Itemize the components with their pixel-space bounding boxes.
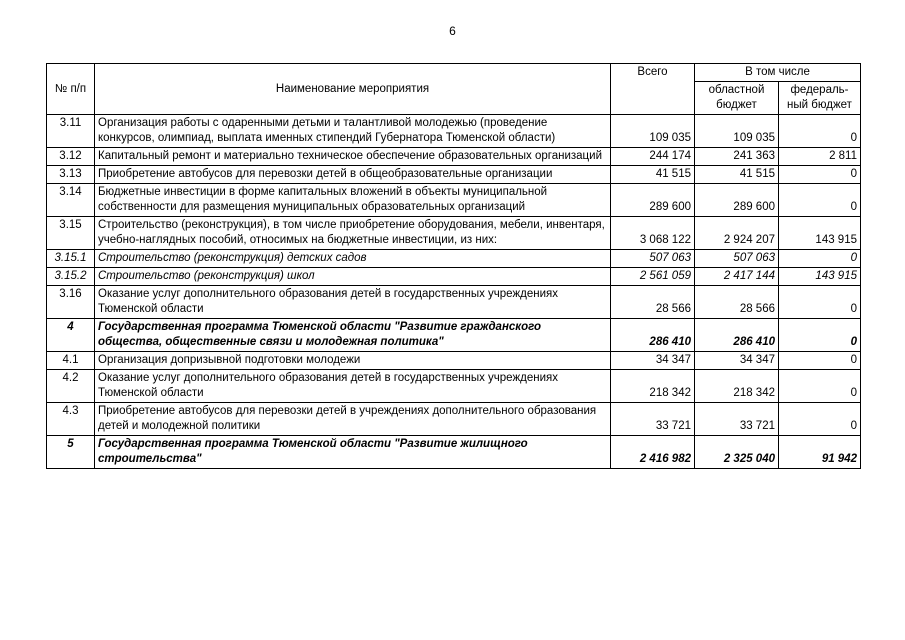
row-total: 34 347 xyxy=(611,352,695,370)
row-federal: 2 811 xyxy=(779,148,861,166)
row-total: 244 174 xyxy=(611,148,695,166)
row-name: Приобретение автобусов для перевозки детей в общеобразовательные организации xyxy=(95,166,611,184)
header-total: Всего xyxy=(611,64,695,115)
row-name: Приобретение автобусов для перевозки детей в учреждениях дополнительного образования детей и молодежной политики xyxy=(95,403,611,436)
row-number: 3.12 xyxy=(47,148,95,166)
row-number: 3.15.2 xyxy=(47,268,95,286)
row-regional: 507 063 xyxy=(695,250,779,268)
row-total: 109 035 xyxy=(611,115,695,148)
row-total: 41 515 xyxy=(611,166,695,184)
row-number: 5 xyxy=(47,436,95,469)
row-regional: 286 410 xyxy=(695,319,779,352)
budget-table xyxy=(46,63,861,469)
table-row xyxy=(47,403,861,436)
table-row xyxy=(47,268,861,286)
header-num: № п/п xyxy=(47,64,95,115)
row-name: Государственная программа Тюменской области "Развитие жилищного строительства" xyxy=(95,436,611,469)
row-name: Оказание услуг дополнительного образования детей в государственных учреждениях Тюменской области xyxy=(95,370,611,403)
row-number: 3.13 xyxy=(47,166,95,184)
row-name: Бюджетные инвестиции в форме капитальных вложений в объекты муниципальной собственности для размещения муниципальных образовательных организаций xyxy=(95,184,611,217)
row-regional: 2 924 207 xyxy=(695,217,779,250)
row-regional: 289 600 xyxy=(695,184,779,217)
row-federal: 0 xyxy=(779,319,861,352)
row-regional: 2 325 040 xyxy=(695,436,779,469)
header-group: В том числе xyxy=(695,64,861,82)
row-total: 286 410 xyxy=(611,319,695,352)
row-name: Капитальный ремонт и материально техническое обеспечение образовательных организаций xyxy=(95,148,611,166)
row-total: 289 600 xyxy=(611,184,695,217)
row-federal: 0 xyxy=(779,370,861,403)
row-number: 3.11 xyxy=(47,115,95,148)
table-row xyxy=(47,370,861,403)
row-total: 2 416 982 xyxy=(611,436,695,469)
row-total: 507 063 xyxy=(611,250,695,268)
row-regional: 33 721 xyxy=(695,403,779,436)
table-row xyxy=(47,250,861,268)
row-name: Государственная программа Тюменской области "Развитие гражданского общества, общественные связи и молодежная политика" xyxy=(95,319,611,352)
row-total: 33 721 xyxy=(611,403,695,436)
row-federal: 91 942 xyxy=(779,436,861,469)
table-row xyxy=(47,115,861,148)
row-federal: 0 xyxy=(779,352,861,370)
header-federal: федераль-ный бюджет xyxy=(779,82,861,115)
row-federal: 0 xyxy=(779,286,861,319)
row-federal: 0 xyxy=(779,403,861,436)
header-name: Наименование мероприятия xyxy=(95,64,611,115)
row-name: Оказание услуг дополнительного образования детей в государственных учреждениях Тюменской области xyxy=(95,286,611,319)
row-regional: 28 566 xyxy=(695,286,779,319)
row-number: 4.2 xyxy=(47,370,95,403)
table-row xyxy=(47,319,861,352)
header-regional: областной бюджет xyxy=(695,82,779,115)
page-number: 6 xyxy=(449,24,456,38)
row-name: Строительство (реконструкция) детских садов xyxy=(95,250,611,268)
row-federal: 0 xyxy=(779,166,861,184)
row-number: 3.14 xyxy=(47,184,95,217)
row-regional: 34 347 xyxy=(695,352,779,370)
row-federal: 0 xyxy=(779,250,861,268)
row-name: Организация работы с одаренными детьми и талантливой молодежью (проведение конкурсов, олимпиад, выплата именных стипендий Губернатора Тюменской области) xyxy=(95,115,611,148)
row-federal: 143 915 xyxy=(779,217,861,250)
row-regional: 2 417 144 xyxy=(695,268,779,286)
table-row xyxy=(47,166,861,184)
row-regional: 241 363 xyxy=(695,148,779,166)
row-name: Организация допризывной подготовки молодежи xyxy=(95,352,611,370)
row-total: 28 566 xyxy=(611,286,695,319)
row-number: 3.15 xyxy=(47,217,95,250)
row-federal: 143 915 xyxy=(779,268,861,286)
row-regional: 41 515 xyxy=(695,166,779,184)
row-total: 218 342 xyxy=(611,370,695,403)
row-total: 3 068 122 xyxy=(611,217,695,250)
table-row xyxy=(47,436,861,469)
row-number: 4 xyxy=(47,319,95,352)
table-row xyxy=(47,148,861,166)
row-number: 3.16 xyxy=(47,286,95,319)
row-federal: 0 xyxy=(779,184,861,217)
table-row xyxy=(47,286,861,319)
table-row xyxy=(47,184,861,217)
row-regional: 218 342 xyxy=(695,370,779,403)
row-name: Строительство (реконструкция), в том числе приобретение оборудования, мебели, инвентаря, учебно-наглядных пособий, относимых на бюджетные инвестиции, из них: xyxy=(95,217,611,250)
row-regional: 109 035 xyxy=(695,115,779,148)
row-number: 4.1 xyxy=(47,352,95,370)
row-total: 2 561 059 xyxy=(611,268,695,286)
row-name: Строительство (реконструкция) школ xyxy=(95,268,611,286)
row-number: 4.3 xyxy=(47,403,95,436)
table-row xyxy=(47,217,861,250)
row-federal: 0 xyxy=(779,115,861,148)
table-row xyxy=(47,352,861,370)
row-number: 3.15.1 xyxy=(47,250,95,268)
